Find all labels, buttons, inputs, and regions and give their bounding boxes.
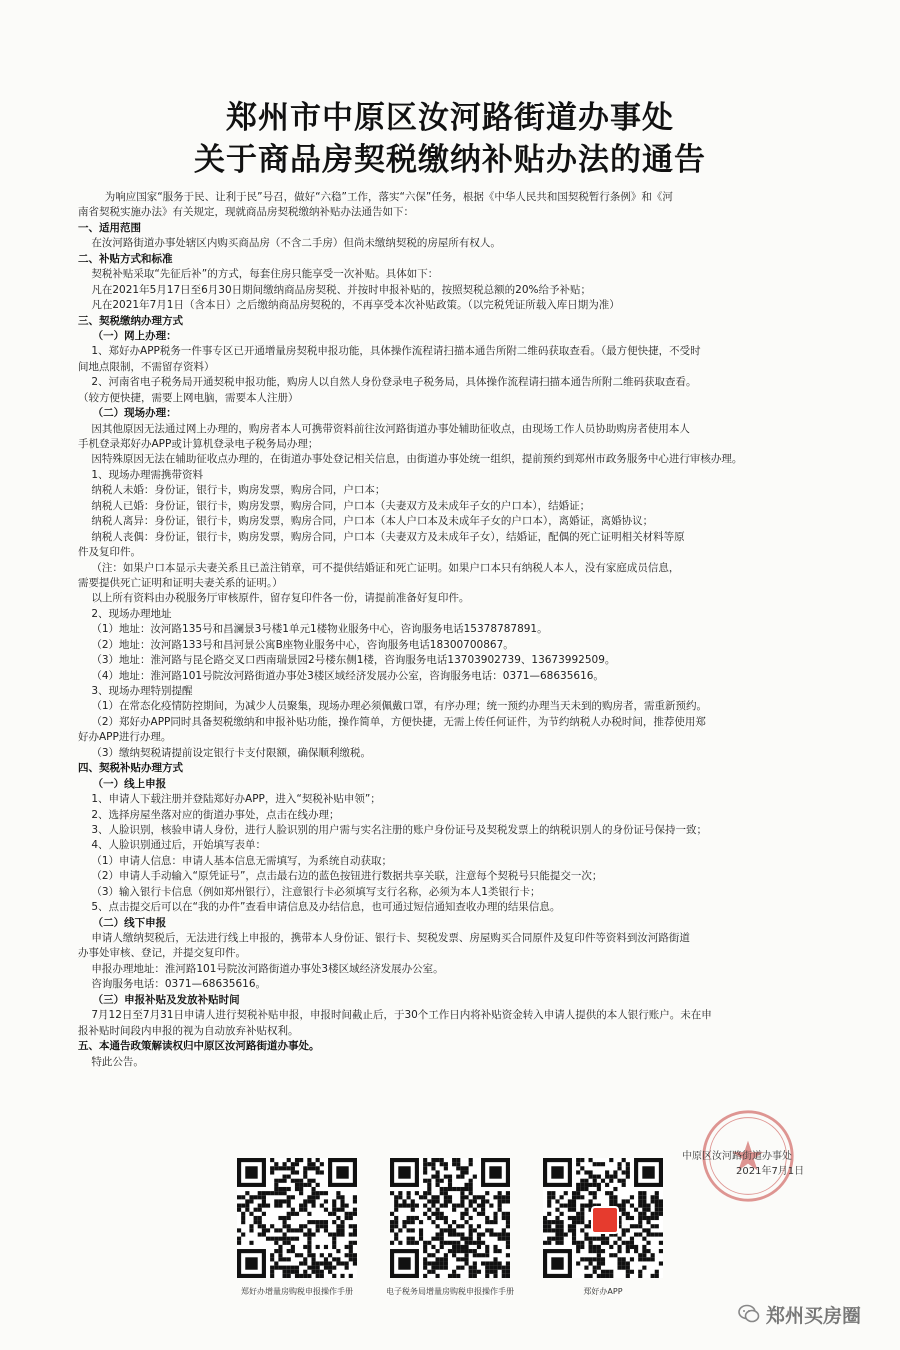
qr-caption-1: 郑好办增量房购税申报操作手册 bbox=[241, 1287, 353, 1296]
qr-caption-2: 电子税务局增量房购税申报操作手册 bbox=[386, 1287, 514, 1296]
body-text-line: （较方便快捷，需要上网电脑，需要本人注册） bbox=[78, 391, 299, 404]
body-text-line: 以上所有资料由办税服务厅审核原件，留存复印件各一份，请提前准备好复印件。 bbox=[78, 592, 470, 605]
body-text-line: 办事处审核、登记，并提交复印件。 bbox=[78, 947, 246, 960]
body-text-line: 纳税人离异：身份证，银行卡，购房发票，购房合同，户口本（本人户口本及未成年子女的户口本），离婚证，离婚协议； bbox=[78, 515, 654, 528]
section-heading: （一）网上办理： bbox=[78, 329, 177, 342]
notice-title-line2: 关于商品房契税缴纳补贴办法的通告 bbox=[194, 142, 706, 178]
body-text-line: 需要提供死亡证明和证明夫妻关系的证明。） bbox=[78, 576, 283, 589]
qr-code-icon bbox=[237, 1158, 357, 1278]
body-text-line: 1、申请人下载注册并登陆郑好办APP，进入“契税补贴申领”； bbox=[78, 793, 381, 806]
body-text-line: 因特殊原因无法在辅助征收点办理的，在街道办事处登记相关信息，由街道办事处统一组织，提前预约到郑州市政务服务中心进行审核办理。 bbox=[78, 453, 743, 466]
body-text-line: 3、人脸识别，核验申请人身份，进行人脸识别的用户需与实名注册的账户身份证号及契税发票上的纳税识别人的身份证号保持一致； bbox=[78, 823, 708, 836]
body-text-line: 2、现场办理地址 bbox=[78, 607, 172, 620]
body-text-line: 纳税人已婚：身份证，银行卡，购房发票，购房合同，户口本（夫妻双方及未成年子女的户口本），结婚证； bbox=[78, 499, 591, 512]
section-heading: 三、契税缴纳办理方式 bbox=[78, 314, 183, 327]
wechat-icon bbox=[738, 1304, 760, 1324]
notice-title-line1: 郑州市中原区汝河路街道办事处 bbox=[226, 100, 674, 136]
notice-body bbox=[78, 190, 846, 1070]
body-text-line: （注：如果户口本显示夫妻关系且已盖注销章，可不提供结婚证和死亡证明。如果户口本只有纳税人本人，没有家庭成员信息， bbox=[78, 561, 680, 574]
section-heading: （一）线上申报 bbox=[78, 777, 167, 790]
section-heading: （三）申报补贴及发放补贴时间 bbox=[78, 993, 240, 1006]
section-heading: 二、补贴方式和标准 bbox=[78, 252, 173, 265]
body-text-line: 3、现场办理特别提醒 bbox=[78, 685, 193, 697]
body-text-line: 间地点限制，不需留存资料） bbox=[78, 360, 215, 373]
body-text-line: 为响应国家“服务于民、让利于民”号召，做好“六稳”工作，落实“六保”任务，根据《中华人民共和国契税暂行条例》和《河 bbox=[78, 191, 673, 203]
body-text-line: 凡在2021年5月17日至6月30日期间缴纳商品房契税、并按时申报补贴的，按照契税总额的20%给予补贴； bbox=[78, 283, 591, 296]
section-heading: 四、契税补贴办理方式 bbox=[78, 762, 183, 775]
body-text-line: 7月12日至7月31日申请人进行契税补贴申报，申报时间截止后，于30个工作日内将补贴资金转入申请人提供的本人银行账户。未在申 bbox=[78, 1009, 712, 1022]
issue-date: 2021年7月1日 bbox=[736, 1166, 805, 1177]
section-heading: （二）线下申报 bbox=[78, 916, 167, 929]
section-heading: 一、适用范围 bbox=[78, 221, 141, 234]
qr-code-icon bbox=[390, 1158, 510, 1278]
body-text-line: （2）地址：汝河路133号和昌河景公寓B座物业服务中心，咨询服务电话18300700867。 bbox=[78, 638, 514, 651]
body-text-line: 咨询服务电话：0371—68635616。 bbox=[78, 978, 267, 991]
body-text-line: 报补贴时间段内申报的视为自动放弃补贴权利。 bbox=[78, 1024, 299, 1037]
body-text-line: （3）地址：淮河路与昆仑路交叉口西南瑞景园2号楼东侧1楼，咨询服务电话13703902739、13673992509。 bbox=[78, 654, 616, 667]
app-logo-icon bbox=[591, 1206, 619, 1234]
body-text-line: 件及复印件。 bbox=[78, 546, 141, 559]
section-heading: 五、本通告政策解读权归中原区汝河路街道办事处。 bbox=[78, 1040, 320, 1053]
body-text-line: 4、人脸识别通过后，开始填写表单： bbox=[78, 839, 267, 852]
section-heading: （二）现场办理： bbox=[78, 407, 177, 420]
body-text-line: （1）申请人信息：申请人基本信息无需填写，为系统自动获取； bbox=[78, 854, 393, 867]
body-text-line: （3）输入银行卡信息（例如郑州银行），注意银行卡必须填写支行名称，必须为本人1类银行卡； bbox=[78, 885, 541, 898]
body-text-line: 凡在2021年7月1日（含本日）之后缴纳商品房契税的，不再享受本次补贴政策。（以完税凭证所载入库日期为准） bbox=[78, 299, 620, 312]
body-text-line: 2、河南省电子税务局开通契税申报功能，购房人以自然人身份登录电子税务局，具体操作流程请扫描本通告所附二维码获取查看。 bbox=[78, 376, 697, 389]
watermark-text: 郑州买房圈 bbox=[766, 1304, 862, 1327]
qr-caption-3: 郑好办APP bbox=[583, 1287, 623, 1296]
body-text-line: （4）地址：淮河路101号院汝河路街道办事处3楼区域经济发展办公室，咨询服务电话：0371—68635616。 bbox=[78, 669, 604, 682]
body-text-line: 契税补贴采取“先征后补”的方式，每套住房只能享受一次补贴。具体如下： bbox=[78, 268, 439, 281]
body-text-line: 1、郑好办APP税务一件事专区已开通增量房契税申报功能，具体操作流程请扫描本通告所附二维码获取查看。（最方便快捷，不受时 bbox=[78, 345, 701, 358]
qr-code-3 bbox=[543, 1158, 663, 1278]
body-text-line: 申报办理地址：淮河路101号院汝河路街道办事处3楼区域经济发展办公室。 bbox=[78, 962, 444, 975]
body-text-line: 特此公告。 bbox=[78, 1055, 144, 1068]
body-text-line: （1）在常态化疫情防控期间，为减少人员聚集，现场办理必须佩戴口罩，有序办理；统一预约办理当天未到的购房者，需重新预约。 bbox=[78, 700, 708, 713]
body-text-line: （1）地址：汝河路135号和昌澜景3号楼1单元1楼物业服务中心，咨询服务电话15378787891。 bbox=[78, 623, 548, 636]
qr-code-1 bbox=[237, 1158, 357, 1278]
body-text-line: （2）郑好办APP同时具备契税缴纳和申报补贴功能，操作简单，方便快捷，无需上传任何证件，为节约纳税人办税时间，推荐使用郑 bbox=[78, 715, 706, 728]
body-text-line: 在汝河路街道办事处辖区内购买商品房（不含二手房）但尚未缴纳契税的房屋所有权人。 bbox=[78, 237, 501, 250]
body-text-line: 纳税人丧偶：身份证，银行卡，购房发票，购房合同，户口本（夫妻双方及未成年子女），结婚证，配偶的死亡证明相关材料等原 bbox=[78, 530, 685, 543]
body-text-line: 手机登录郑好办APP或计算机登录电子税务局办理； bbox=[78, 438, 319, 450]
body-text-line: 纳税人未婚：身份证，银行卡，购房发票，购房合同，户口本； bbox=[78, 484, 386, 497]
body-text-line: 5、点击提交后可以在“我的办件”查看申请信息及办结信息，也可通过短信通知查收办理的结果信息。 bbox=[78, 901, 561, 914]
body-text-line: 1、现场办理需携带资料 bbox=[78, 468, 204, 481]
body-text-line: （2）申请人手动输入“原凭证号”，点击最右边的蓝色按钮进行数据共享关联，注意每个契税号只能提交一次； bbox=[78, 870, 603, 883]
qr-code-2 bbox=[390, 1158, 510, 1278]
body-text-line: （3）缴纳契税请提前设定银行卡支付限额，确保顺利缴税。 bbox=[78, 746, 372, 759]
wechat-watermark bbox=[738, 1300, 898, 1328]
issuer-name: 中原区汝河路街道办事处 bbox=[682, 1151, 792, 1162]
body-text-line: 因其他原因无法通过网上办理的，购房者本人可携带资料前往汝河路街道办事处辅助征收点，由现场工作人员协助购房者使用本人 bbox=[78, 422, 690, 435]
body-text-line: 好办APP进行办理。 bbox=[78, 731, 172, 744]
body-text-line: 南省契税实施办法》有关规定，现就商品房契税缴纳补贴办法通告如下： bbox=[78, 206, 414, 219]
body-text-line: 2、选择房屋坐落对应的街道办事处，点击在线办理； bbox=[78, 808, 340, 821]
body-text-line: 申请人缴纳契税后，无法进行线上申报的，携带本人身份证、银行卡、契税发票、房屋购买合同原件及复印件等资料到汝河路街道 bbox=[78, 932, 690, 944]
